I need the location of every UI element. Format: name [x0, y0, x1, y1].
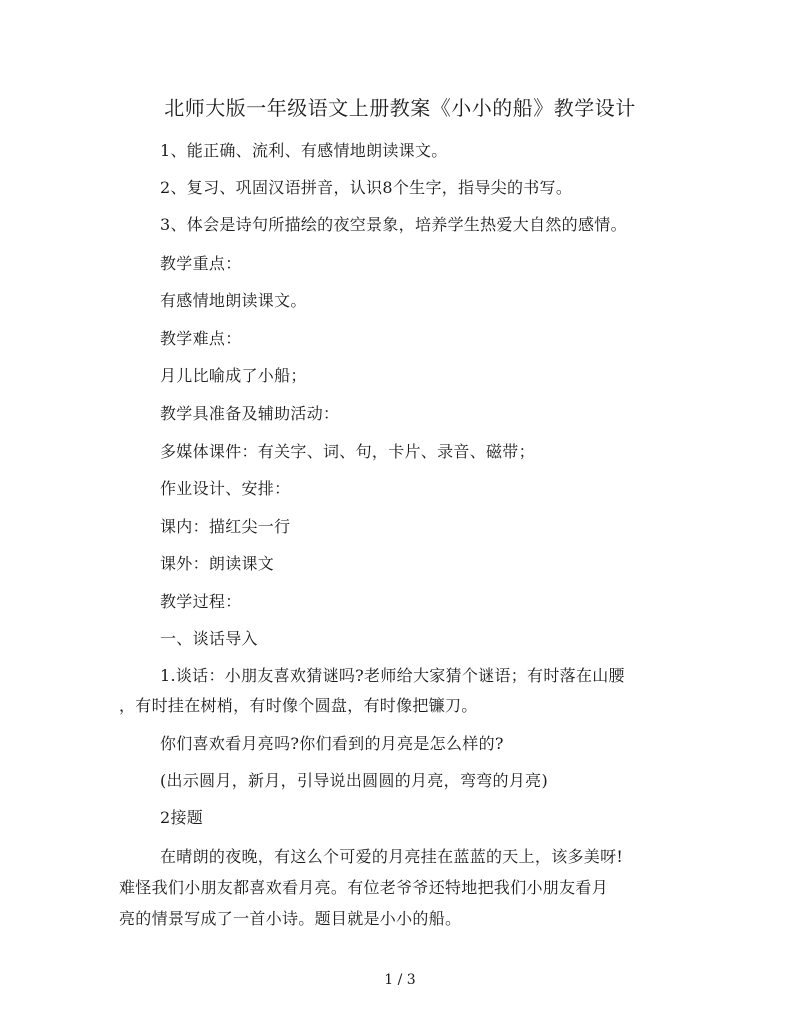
- key-points-text: 有感情地朗读课文。: [160, 291, 307, 310]
- homework-after-class: 课外：朗读课文: [160, 554, 275, 573]
- section-1-heading: 一、谈话导入: [160, 629, 258, 648]
- materials-text: 多媒体课件：有关字、词、句，卡片、录音、磁带；: [160, 442, 535, 461]
- objective-3: 3、体会是诗句所描绘的夜空景象，培养学生热爱大自然的感情。: [160, 215, 627, 234]
- homework-heading: 作业设计、安排：: [160, 479, 291, 498]
- process-heading: 教学过程：: [160, 592, 242, 611]
- difficulty-text: 月儿比喻成了小船；: [160, 366, 307, 385]
- key-points-heading: 教学重点：: [160, 254, 242, 273]
- paragraph-4: 2接题: [160, 808, 204, 827]
- paragraph-2: 你们喜欢看月亮吗?你们看到的月亮是怎么样的?: [160, 734, 504, 753]
- paragraph-3: (出示圆月，新月，引导说出圆圆的月亮，弯弯的月亮): [160, 771, 548, 790]
- paragraph-5-line-2: 难怪我们小朋友都喜欢看月亮。有位老爷爷还特地把我们小朋友看月: [119, 878, 609, 897]
- paragraph-5-line-3: 亮的情景写成了一首小诗。题目就是小小的船。: [119, 909, 462, 928]
- objective-2: 2、复习、巩固汉语拼音，认识8个生字，指导尖的书写。: [160, 178, 573, 197]
- objective-1: 1、能正确、流利、有感情地朗读课文。: [160, 141, 448, 160]
- document-title: 北师大版一年级语文上册教案《小小的船》教学设计: [164, 96, 636, 120]
- paragraph-1-line-2: ，有时挂在树梢，有时像个圆盘，有时像把镰刀。: [119, 696, 478, 715]
- homework-in-class: 课内：描红尖一行: [160, 517, 291, 536]
- page-number: 1 / 3: [384, 972, 416, 988]
- paragraph-5-line-1: 在晴朗的夜晚，有这么个可爱的月亮挂在蓝蓝的天上，该多美呀!: [160, 847, 624, 866]
- materials-heading: 教学具准备及辅助活动：: [160, 404, 340, 423]
- difficulty-heading: 教学难点：: [160, 329, 242, 348]
- paragraph-1-line-1: 1.谈话：小朋友喜欢猜谜吗?老师给大家猜个谜语；有时落在山腰: [160, 666, 625, 685]
